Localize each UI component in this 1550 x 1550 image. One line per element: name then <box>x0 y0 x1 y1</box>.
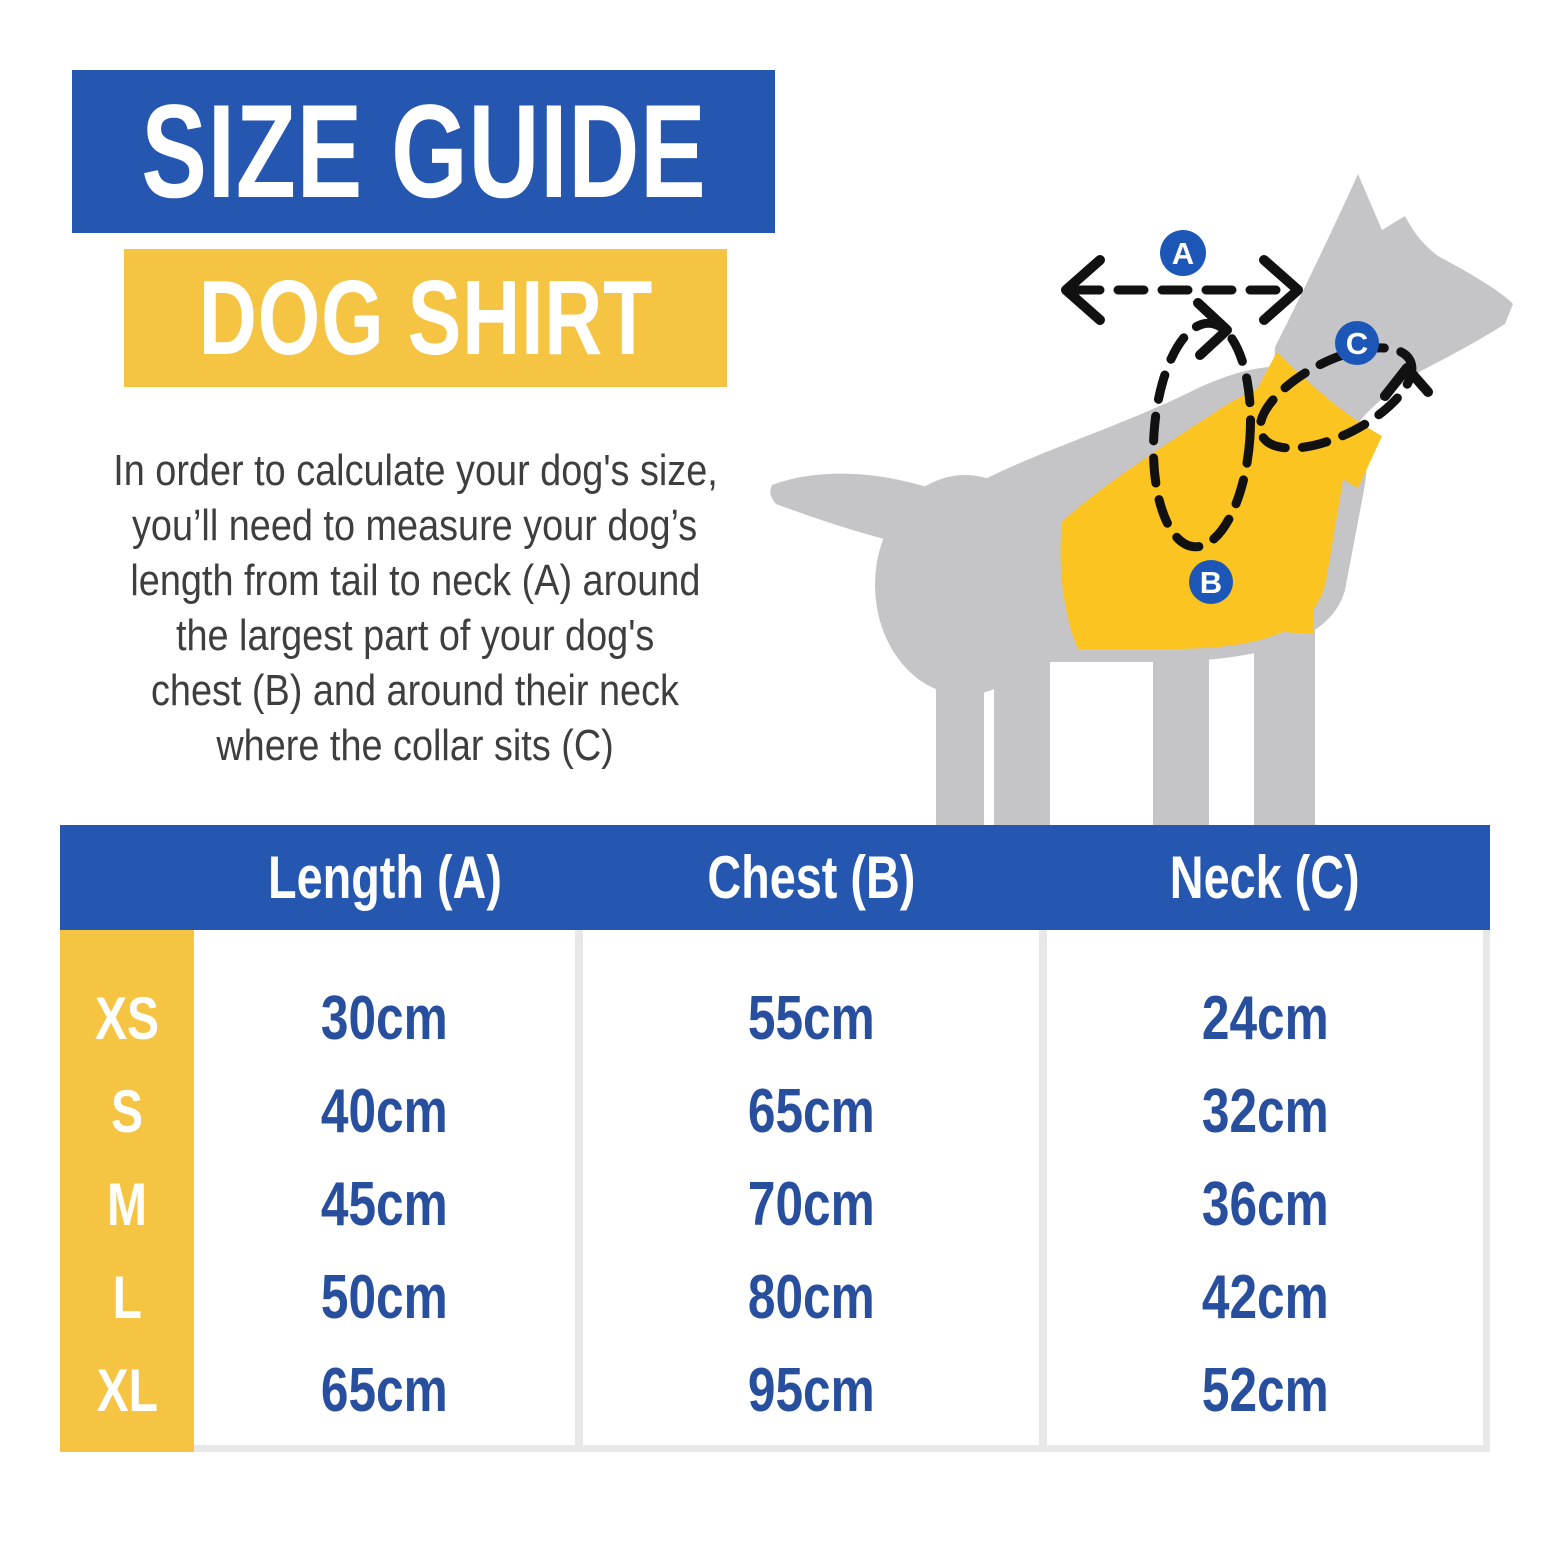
size-label: L <box>112 1264 142 1331</box>
shirt-sleeve <box>1254 570 1315 634</box>
chest-value: 55cm <box>747 984 875 1053</box>
intro-line: the largest part of your dog's <box>175 611 655 660</box>
marker-b-label: B <box>1199 565 1223 600</box>
size-table <box>60 825 1490 1452</box>
intro-line: length from tail to neck (A) around <box>130 556 700 605</box>
length-value: 40cm <box>321 1077 448 1146</box>
length-value: 45cm <box>321 1170 448 1239</box>
length-value: 65cm <box>321 1356 448 1425</box>
column-header-length: Length (A) <box>267 844 502 911</box>
size-label-column <box>60 930 194 1452</box>
chest-value: 65cm <box>747 1077 875 1146</box>
size-label: S <box>110 1078 144 1145</box>
intro-line: chest (B) and around their neck <box>151 666 679 715</box>
dog-measurement-diagram <box>770 140 1550 880</box>
marker-c-label: C <box>1345 326 1369 361</box>
neck-column <box>1047 930 1483 1445</box>
length-value: 50cm <box>321 1263 448 1332</box>
column-header-neck: Neck (C) <box>1170 844 1360 911</box>
neck-value: 36cm <box>1201 1170 1329 1239</box>
arrowhead-chest <box>1198 303 1227 355</box>
subtitle-banner <box>124 249 727 387</box>
intro-line: where the collar sits (C) <box>216 721 614 770</box>
intro-line: In order to calculate your dog's size, <box>112 446 718 495</box>
size-label: XL <box>96 1357 158 1424</box>
title-banner <box>72 70 775 233</box>
chest-value: 70cm <box>747 1170 875 1239</box>
chest-value: 80cm <box>747 1263 875 1332</box>
neck-value: 32cm <box>1201 1077 1329 1146</box>
table-header <box>60 825 1490 930</box>
chest-value: 95cm <box>747 1356 875 1425</box>
marker-a-label: A <box>1171 236 1195 271</box>
page-subtitle: DOG SHIRT <box>198 258 653 377</box>
page-title: SIZE GUIDE <box>140 77 707 226</box>
intro-text <box>40 443 790 773</box>
neck-value: 52cm <box>1201 1356 1329 1425</box>
length-column <box>194 930 575 1445</box>
neck-value: 42cm <box>1201 1263 1329 1332</box>
neck-value: 24cm <box>1201 984 1329 1053</box>
column-header-chest: Chest (B) <box>706 844 915 911</box>
size-label: XS <box>94 985 160 1052</box>
intro-line: you’ll need to measure your dog’s <box>132 501 698 550</box>
length-value: 30cm <box>321 984 448 1053</box>
chest-column <box>583 930 1039 1445</box>
size-label: M <box>106 1171 147 1238</box>
